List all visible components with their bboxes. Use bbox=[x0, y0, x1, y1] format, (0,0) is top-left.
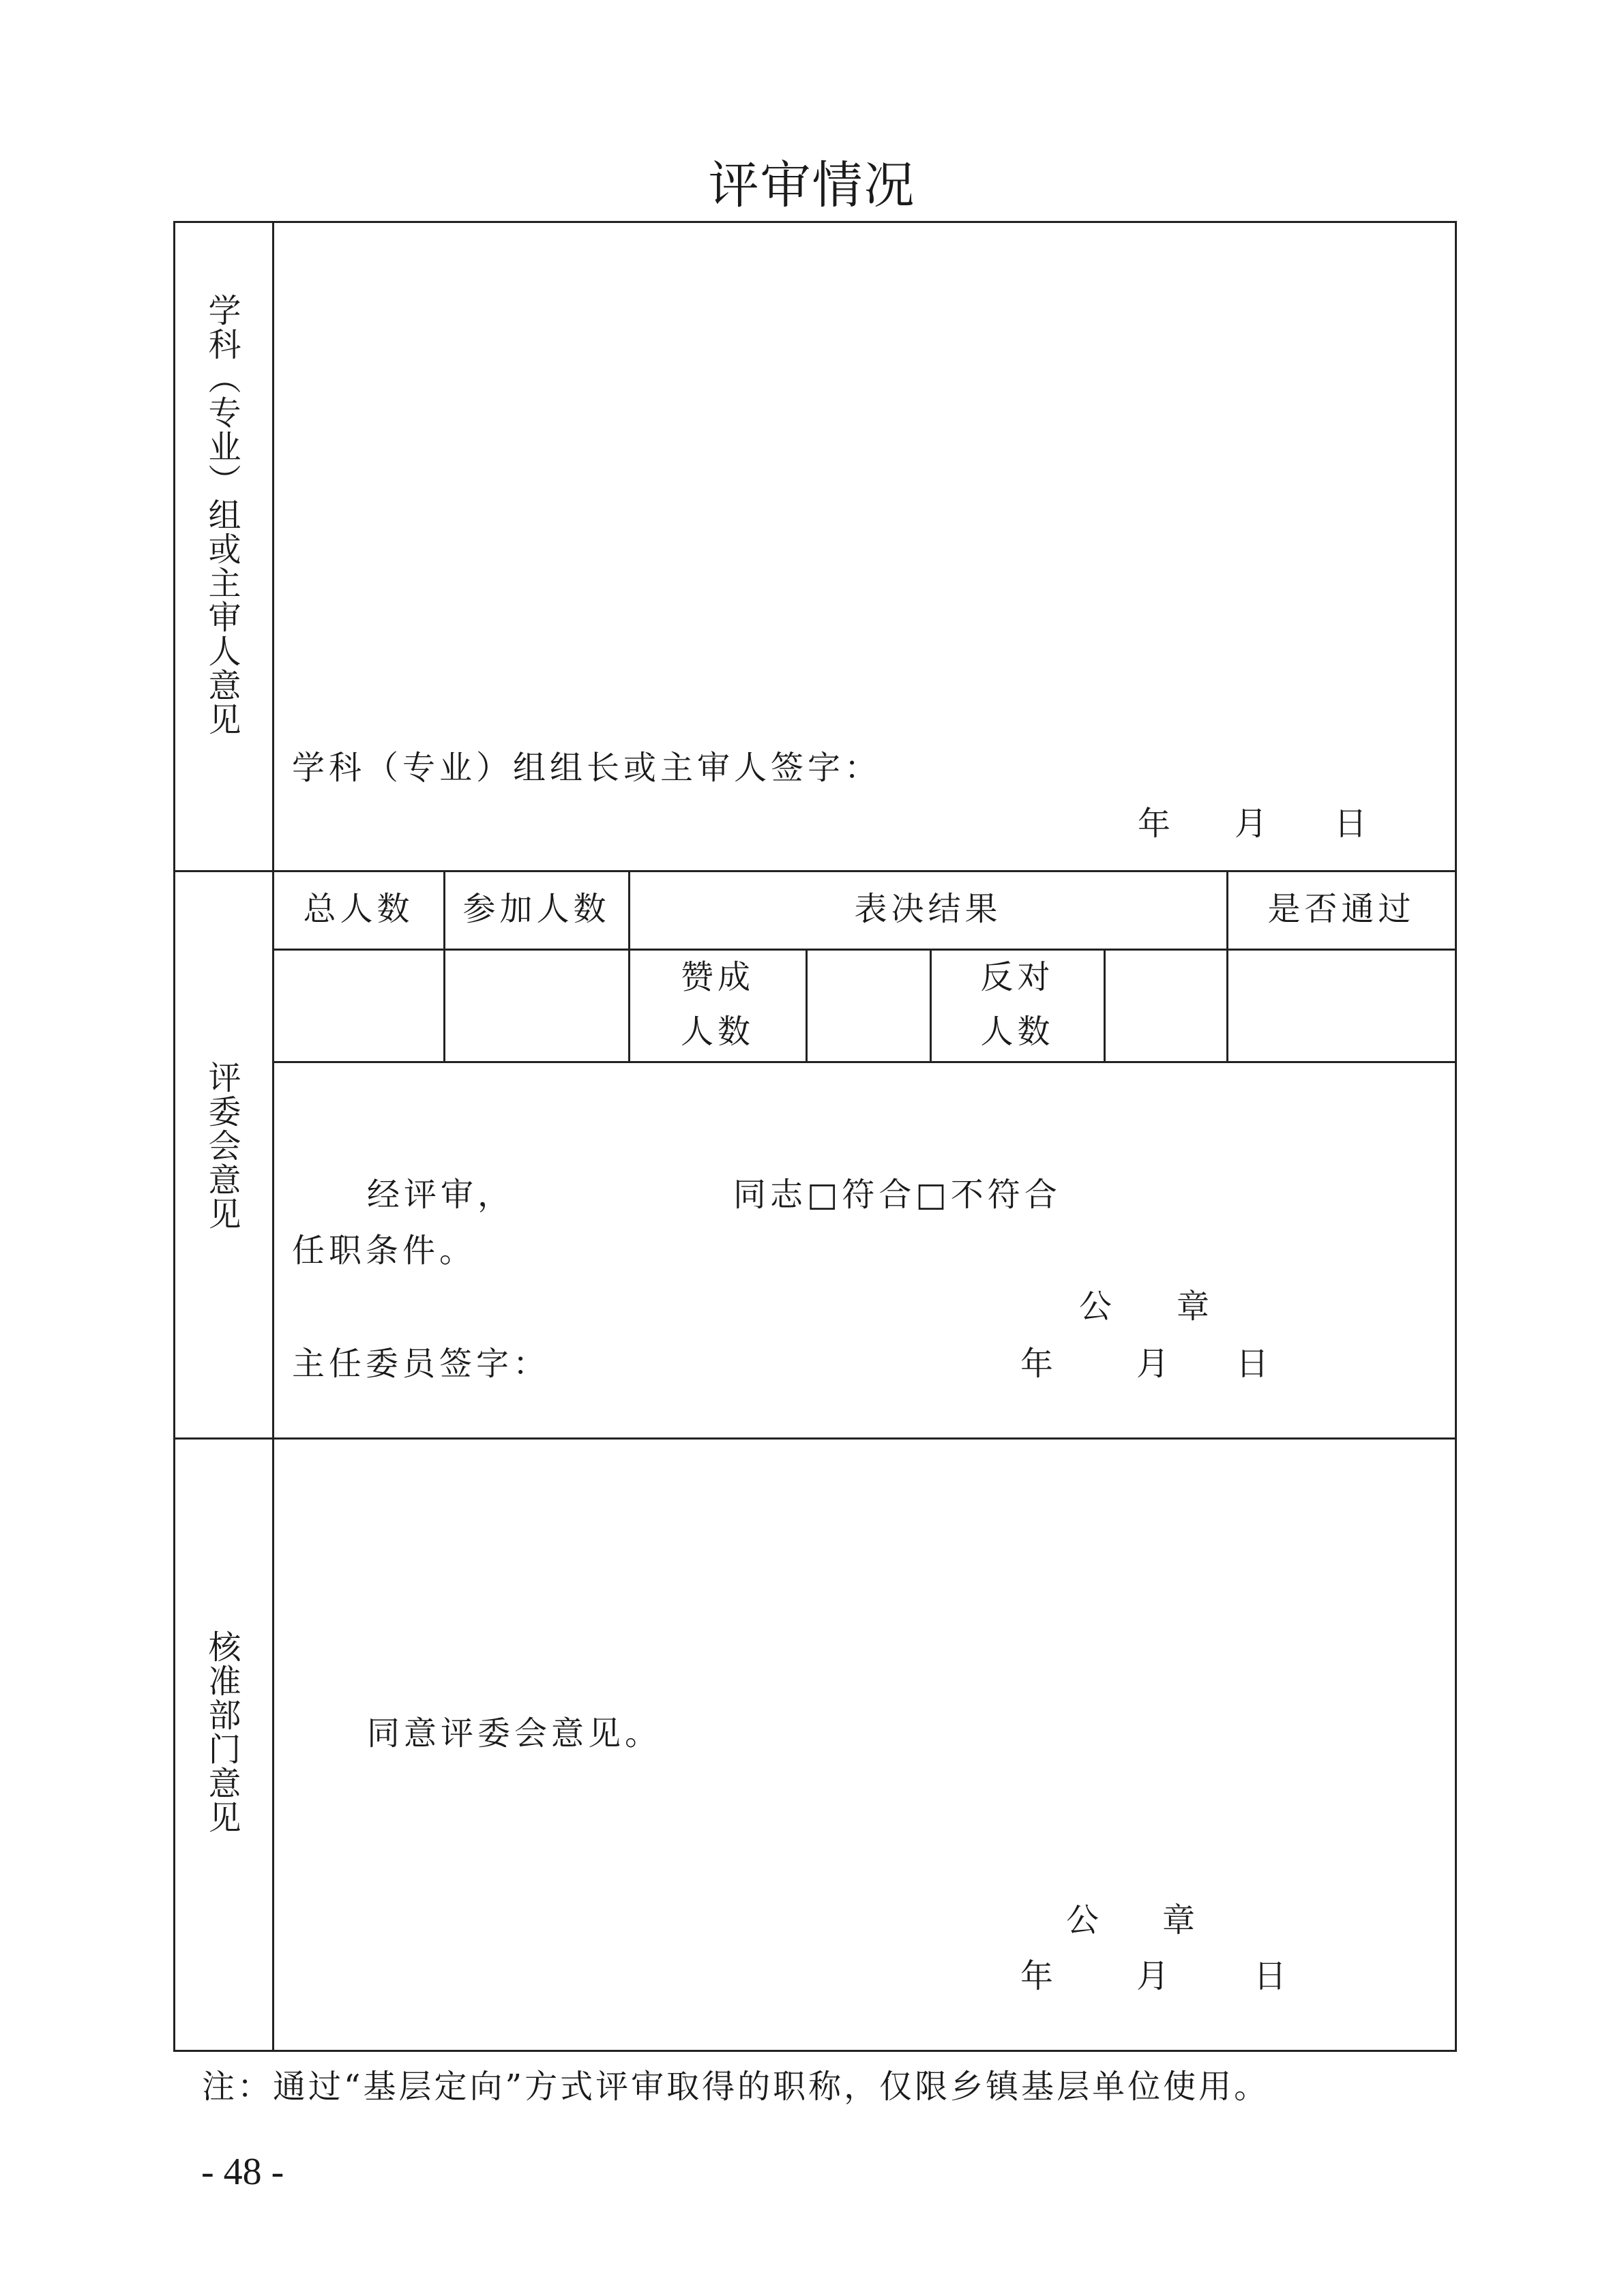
section2-signature-label: 主任委员签字： bbox=[292, 1345, 550, 1383]
section3-seal-zhang: 章 bbox=[1162, 1901, 1200, 1939]
vote-oppose-label-line1: 反对 bbox=[980, 958, 1054, 996]
section3-opinion: 同意评委会意见。 bbox=[367, 1714, 662, 1753]
table-bottom-border bbox=[173, 2050, 1457, 2052]
table-top-border bbox=[173, 221, 1457, 223]
vote-row-divider bbox=[274, 1061, 1457, 1063]
table-left-border bbox=[173, 221, 175, 2052]
review-prefix: 经评审， bbox=[367, 1176, 515, 1214]
page-number: - 48 - bbox=[201, 2151, 284, 2193]
footnote: 注：通过“基层定向”方式评审取得的职称，仅限乡镇基层单位使用。 bbox=[202, 2068, 1270, 2106]
section1-signature-label: 学科（专业）组组长或主审人签字： bbox=[292, 749, 882, 787]
section3-date-month: 月 bbox=[1136, 1957, 1174, 1995]
table-right-border bbox=[1455, 221, 1457, 2052]
section2-label: 评委会意见 bbox=[203, 1060, 241, 1231]
section2-seal-gong: 公 bbox=[1079, 1287, 1117, 1326]
section1-date-year: 年 bbox=[1138, 805, 1175, 843]
label-column-divider bbox=[272, 221, 274, 2052]
section-divider-2 bbox=[173, 1437, 1457, 1440]
vote-oppose-label-line2: 人数 bbox=[980, 1013, 1054, 1051]
col-divider-approve-label bbox=[806, 949, 808, 1062]
section3-seal-gong: 公 bbox=[1066, 1901, 1104, 1939]
page-title: 评审情况 bbox=[708, 156, 916, 215]
section3-date-day: 日 bbox=[1254, 1957, 1291, 1995]
vote-approve-label-line1: 赞成 bbox=[680, 958, 754, 996]
section2-date-year: 年 bbox=[1020, 1345, 1058, 1383]
section2-seal-zhang: 章 bbox=[1177, 1287, 1214, 1326]
section2-date-day: 日 bbox=[1236, 1345, 1273, 1383]
section1-label: 学科（专业）组或主审人意见 bbox=[203, 293, 241, 736]
section2-date-month: 月 bbox=[1136, 1345, 1174, 1383]
header-participants: 参加人数 bbox=[462, 890, 610, 928]
header-total: 总人数 bbox=[303, 890, 414, 928]
header-vote-result: 表决结果 bbox=[854, 890, 1002, 928]
vote-approve-label-line2: 人数 bbox=[680, 1013, 754, 1051]
review-conditions: 任职条件。 bbox=[292, 1232, 477, 1270]
col-divider-oppose-label bbox=[1104, 949, 1106, 1062]
section-divider-1 bbox=[173, 870, 1457, 872]
review-qualification: 同志□符合□不符合 bbox=[733, 1176, 1061, 1214]
section1-date-month: 月 bbox=[1235, 805, 1272, 843]
section3-date-year: 年 bbox=[1020, 1957, 1058, 1995]
section1-date-day: 日 bbox=[1334, 805, 1372, 843]
header-passed: 是否通过 bbox=[1267, 890, 1415, 928]
header-row-divider bbox=[274, 949, 1457, 951]
section3-label: 核准部门意见 bbox=[203, 1630, 241, 1834]
